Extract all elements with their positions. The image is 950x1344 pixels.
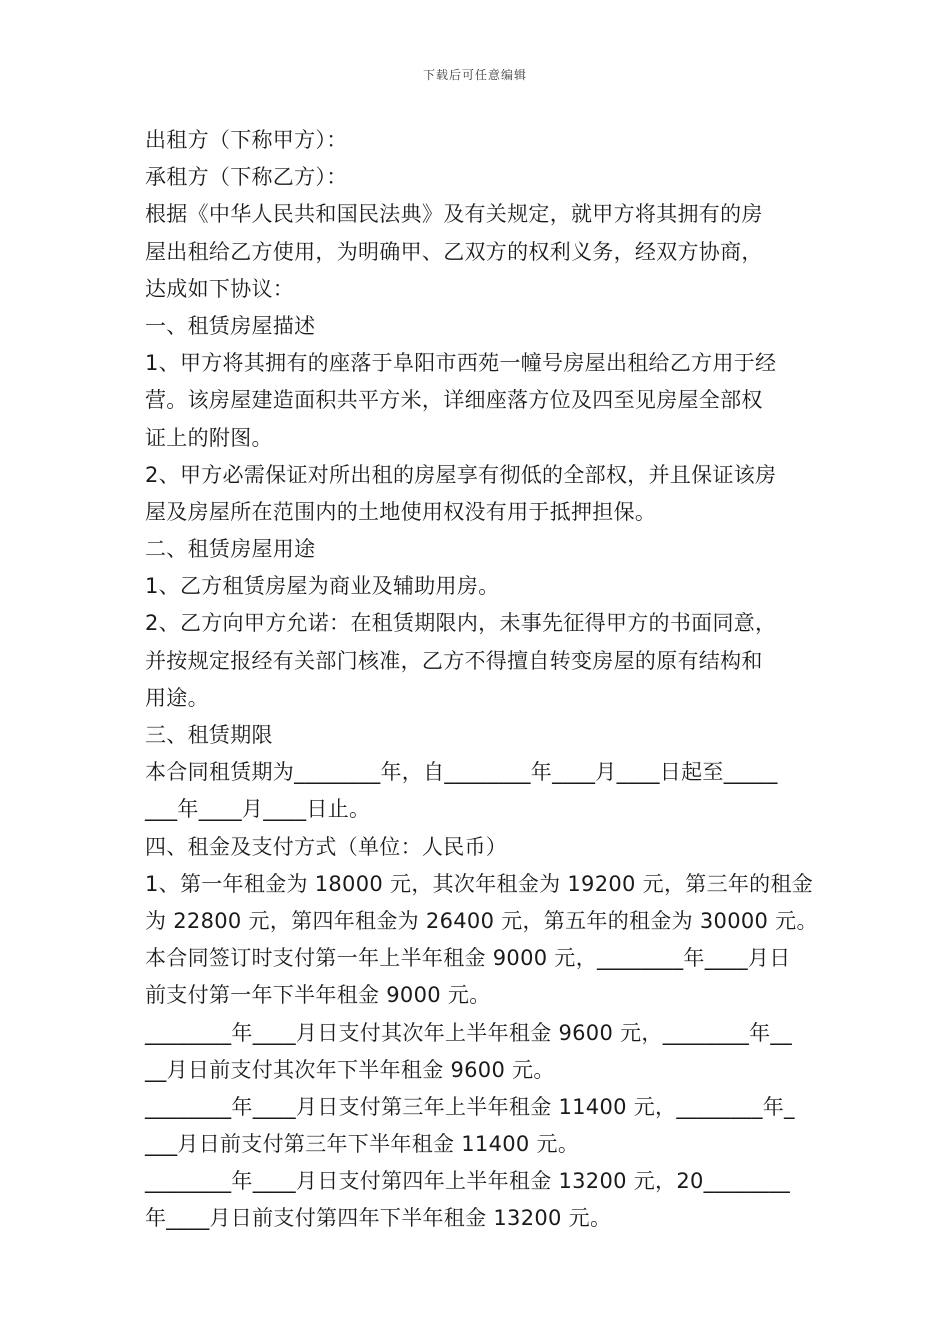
- text-line: 1、第一年租金为 18000 元，其次年租金为 19200 元，第三年的租金: [145, 871, 814, 896]
- text-line: 根据《中华人民共和国民法典》及有关规定，就甲方将其拥有的房: [145, 202, 763, 227]
- text-line: ___年____月____日止。: [145, 797, 371, 822]
- text-line: 屋及房屋所在范围内的土地使用权没有用于抵押担保。: [145, 499, 657, 524]
- text-line: 2、乙方向甲方允诺：在租赁期限内，未事先征得甲方的书面同意，: [145, 611, 777, 636]
- page-header: 下载后可任意编辑: [422, 68, 527, 82]
- text-line: 出租方（下称甲方）：: [145, 128, 348, 152]
- text-line: 1、乙方租赁房屋为商业及辅助用房。: [145, 574, 500, 599]
- text-line: ___月日前支付第三年下半年租金 11400 元。: [145, 1132, 580, 1157]
- text-line: 营。该房屋建造面积共平方米，详细座落方位及四至见房屋全部权: [145, 388, 763, 413]
- text-line: 用途。: [145, 685, 209, 710]
- text-line: 本合同签订时支付第一年上半年租金 9000 元，________年____月日: [145, 946, 791, 971]
- text-line: 年____月日前支付第四年下半年租金 13200 元。: [145, 1206, 612, 1231]
- text-line: ________年____月日支付第四年上半年租金 13200 元，20________: [145, 1169, 791, 1194]
- section-heading: 一、租赁房屋描述: [145, 313, 316, 338]
- text-line: ________年____月日支付其次年上半年租金 9600 元，________年__: [145, 1020, 792, 1045]
- text-line: 2、甲方必需保证对所出租的房屋享有彻低的全部权，并且保证该房: [145, 462, 777, 487]
- contract-body: [145, 122, 818, 1238]
- text-line: ________年____月日支付第三年上半年租金 11400 元，________年_: [145, 1094, 795, 1119]
- text-line: 前支付第一年下半年租金 9000 元。: [145, 983, 491, 1008]
- text-line: __月日前支付其次年下半年租金 9600 元。: [145, 1057, 555, 1082]
- text-line: 为 22800 元，第四年租金为 26400 元，第五年的租金为 30000 元。: [145, 908, 818, 933]
- text-line: 并按规定报经有关部门核准，乙方不得擅自转变房屋的原有结构和: [145, 648, 763, 673]
- text-line: 证上的附图。: [145, 425, 273, 450]
- section-heading: 四、租金及支付方式（单位：人民币）: [145, 834, 508, 859]
- text-line: 1、甲方将其拥有的座落于阜阳市西苑一幢号房屋出租给乙方用于经: [145, 351, 777, 376]
- text-line: 承租方（下称乙方）：: [145, 165, 348, 190]
- text-line: 达成如下协议：: [145, 276, 295, 301]
- section-heading: 三、租赁期限: [145, 723, 273, 747]
- text-line: 屋出租给乙方使用，为明确甲、乙双方的权利义务，经双方协商，: [145, 239, 763, 264]
- section-heading: 二、租赁房屋用途: [145, 537, 316, 562]
- text-line: 本合同租赁期为________年，自________年____月____日起至_____: [145, 760, 778, 785]
